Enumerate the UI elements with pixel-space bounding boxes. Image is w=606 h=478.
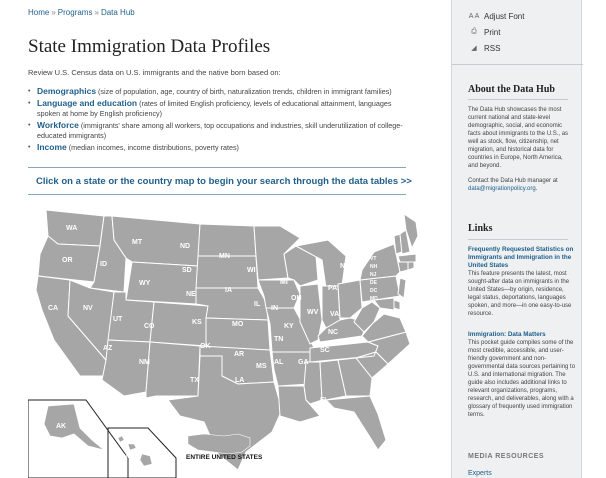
state-label: DC bbox=[370, 288, 378, 294]
breadcrumb-separator: » bbox=[51, 8, 56, 17]
state-label: ME bbox=[366, 233, 377, 240]
state-label: WI bbox=[247, 267, 256, 274]
print-button[interactable] bbox=[452, 24, 583, 40]
state-label: SD bbox=[182, 267, 192, 274]
breadcrumb-programs[interactable]: Programs bbox=[57, 8, 93, 17]
contact-prefix: Contact the Data Hub manager at bbox=[468, 178, 558, 184]
page-title: State Immigration Data Profiles bbox=[28, 36, 271, 57]
state-label: NC bbox=[328, 329, 339, 336]
rss-button[interactable] bbox=[452, 40, 583, 56]
state-label: VA bbox=[330, 311, 340, 318]
topic-desc: (median incomes, income distributions, poverty rates) bbox=[66, 143, 239, 152]
state-label: HI bbox=[124, 454, 129, 460]
state-label: OH bbox=[291, 295, 302, 302]
entire-us-label: ENTIRE UNITED STATES bbox=[186, 454, 263, 461]
link-item bbox=[468, 246, 576, 318]
state-label: TN bbox=[274, 336, 284, 343]
state-label: ID bbox=[100, 261, 107, 268]
divider bbox=[468, 239, 568, 240]
state-label: WY bbox=[139, 280, 151, 287]
tool-label: RSS bbox=[484, 43, 501, 53]
state-label: KY bbox=[284, 323, 294, 330]
topic-title[interactable]: Workforce bbox=[37, 120, 79, 130]
state-label: OR bbox=[62, 257, 73, 264]
state-label: NH bbox=[370, 264, 378, 270]
state-label: IN bbox=[271, 305, 278, 312]
divider bbox=[452, 64, 583, 65]
state-label: OK bbox=[200, 343, 211, 350]
font-size-icon: A A bbox=[468, 12, 480, 20]
state-ny[interactable] bbox=[360, 244, 400, 280]
map-cta-link[interactable]: Click on a state or the country map to begin your search through the data tables >> bbox=[36, 176, 412, 187]
state-label: MT bbox=[132, 239, 143, 246]
topic-income bbox=[28, 142, 408, 153]
breadcrumb-separator: » bbox=[94, 8, 99, 17]
state-label: IL bbox=[254, 301, 261, 308]
state-label: FL bbox=[320, 397, 329, 404]
contact-suffix: . bbox=[535, 186, 538, 192]
state-label: MS bbox=[256, 363, 267, 370]
tool-label: Adjust Font bbox=[484, 11, 525, 21]
state-nj[interactable] bbox=[398, 278, 406, 298]
state-ma[interactable] bbox=[398, 254, 416, 262]
link-data-matters[interactable]: Immigration: Data Matters bbox=[468, 331, 546, 338]
links-title: Links bbox=[468, 223, 493, 234]
about-text: The Data Hub showcases the most current national and state-level demographic, social, and economic facts about immigrants to the U.S., as well as stock, flow, citizenship, net migration, and historical data for countries in Europe, North America, and beyond. bbox=[468, 107, 569, 169]
state-label: NJ bbox=[370, 272, 377, 278]
sidebar bbox=[451, 0, 582, 478]
state-label: NY bbox=[340, 263, 350, 270]
printer-icon: ⎙ bbox=[471, 28, 477, 35]
topic-desc: (immigrants' share among all workers, top occupations and industries, skill underutilization of college-educated immigrants) bbox=[37, 121, 403, 140]
state-label: ND bbox=[180, 243, 191, 250]
topic-title[interactable]: Demographics bbox=[37, 86, 97, 96]
state-nd[interactable] bbox=[198, 224, 256, 256]
topics-list bbox=[28, 86, 408, 154]
state-label: WA bbox=[66, 225, 78, 232]
us-states-map bbox=[28, 200, 418, 478]
alaska-inset[interactable] bbox=[28, 400, 128, 478]
media-resources-title: MEDIA RESOURCES bbox=[468, 453, 545, 460]
state-fl[interactable] bbox=[326, 396, 386, 450]
state-label: PA bbox=[328, 285, 338, 292]
state-label: MD bbox=[370, 296, 378, 302]
intro-text: Review U.S. Census data on U.S. immigrants and the native born based on: bbox=[28, 68, 281, 77]
state-ri[interactable] bbox=[408, 262, 414, 270]
topic-demographics bbox=[28, 86, 408, 97]
state-label: NE bbox=[186, 291, 196, 298]
state-label: WV bbox=[307, 309, 319, 316]
state-label: NM bbox=[139, 359, 150, 366]
state-label: CA bbox=[48, 305, 59, 312]
rss-icon: ◢ bbox=[471, 45, 477, 52]
state-label: UT bbox=[113, 316, 123, 323]
state-label: VT bbox=[370, 256, 377, 262]
us-map-svg bbox=[28, 200, 418, 478]
state-label: DE bbox=[370, 280, 377, 286]
divider bbox=[468, 99, 568, 100]
state-label: AL bbox=[274, 359, 284, 366]
contact-email-link[interactable]: data@migrationpolicy.org bbox=[468, 186, 536, 192]
state-label: TX bbox=[190, 377, 199, 384]
breadcrumb-home[interactable]: Home bbox=[28, 8, 50, 17]
state-ct[interactable] bbox=[398, 262, 408, 272]
link-description: This feature presents the latest, most sought-after data on immigrants in the United States—by origin, residence, legal status, deportations, languages spoken, and more—in one easy-to-use resource. bbox=[468, 271, 572, 317]
contact-text bbox=[468, 177, 574, 193]
topic-desc: (rates of limited English proficiency, levels of educational attainment, languages spoken at home by English proficiency) bbox=[37, 99, 392, 118]
tool-label: Print bbox=[484, 27, 501, 37]
topic-workforce bbox=[28, 120, 408, 141]
link-frequently-requested-statistics[interactable]: Frequently Requested Statistics on Immigrants and Immigration in the United States bbox=[468, 246, 574, 269]
state-label: MN bbox=[219, 253, 230, 260]
link-description: This pocket guide compiles some of the most credible, accessible, and user-friendly government and non-governmental data sources pertaining to U.S. and international migration. The guide also includes additional links to relevant organizations, programs, research, and deliverables, along with a glossary of frequently used immigration terms. bbox=[468, 340, 576, 418]
state-label: LA bbox=[235, 377, 245, 384]
hawaii-inset[interactable] bbox=[108, 428, 176, 478]
state-nm[interactable] bbox=[146, 342, 200, 398]
topic-title[interactable]: Income bbox=[37, 142, 67, 152]
adjust-font-button[interactable] bbox=[452, 8, 583, 24]
media-experts-link[interactable]: Experts bbox=[468, 470, 492, 477]
state-label: KS bbox=[192, 319, 202, 326]
breadcrumb-data-hub[interactable]: Data Hub bbox=[100, 8, 135, 17]
breadcrumb bbox=[28, 8, 135, 17]
page-tools bbox=[452, 8, 583, 56]
state-label: MI bbox=[280, 279, 288, 286]
state-de[interactable] bbox=[394, 300, 400, 310]
state-label: AK bbox=[56, 423, 67, 430]
state-label: NV bbox=[83, 305, 93, 312]
topic-desc: (size of population, age, country of birth, naturalization trends, children in immigrant families) bbox=[96, 87, 392, 96]
state-label: CO bbox=[144, 323, 155, 330]
state-label: IA bbox=[225, 287, 232, 294]
state-label: SC bbox=[320, 347, 330, 354]
topic-language-education bbox=[28, 98, 408, 119]
divider bbox=[28, 194, 406, 195]
about-title: About the Data Hub bbox=[468, 84, 555, 95]
topic-title[interactable]: Language and education bbox=[37, 98, 138, 108]
state-label: AZ bbox=[103, 345, 113, 352]
state-oh[interactable] bbox=[338, 280, 362, 318]
link-item bbox=[468, 331, 576, 419]
divider bbox=[28, 167, 406, 168]
state-label: MO bbox=[232, 321, 244, 328]
state-label: GA bbox=[298, 359, 309, 366]
state-label: AR bbox=[234, 351, 245, 358]
